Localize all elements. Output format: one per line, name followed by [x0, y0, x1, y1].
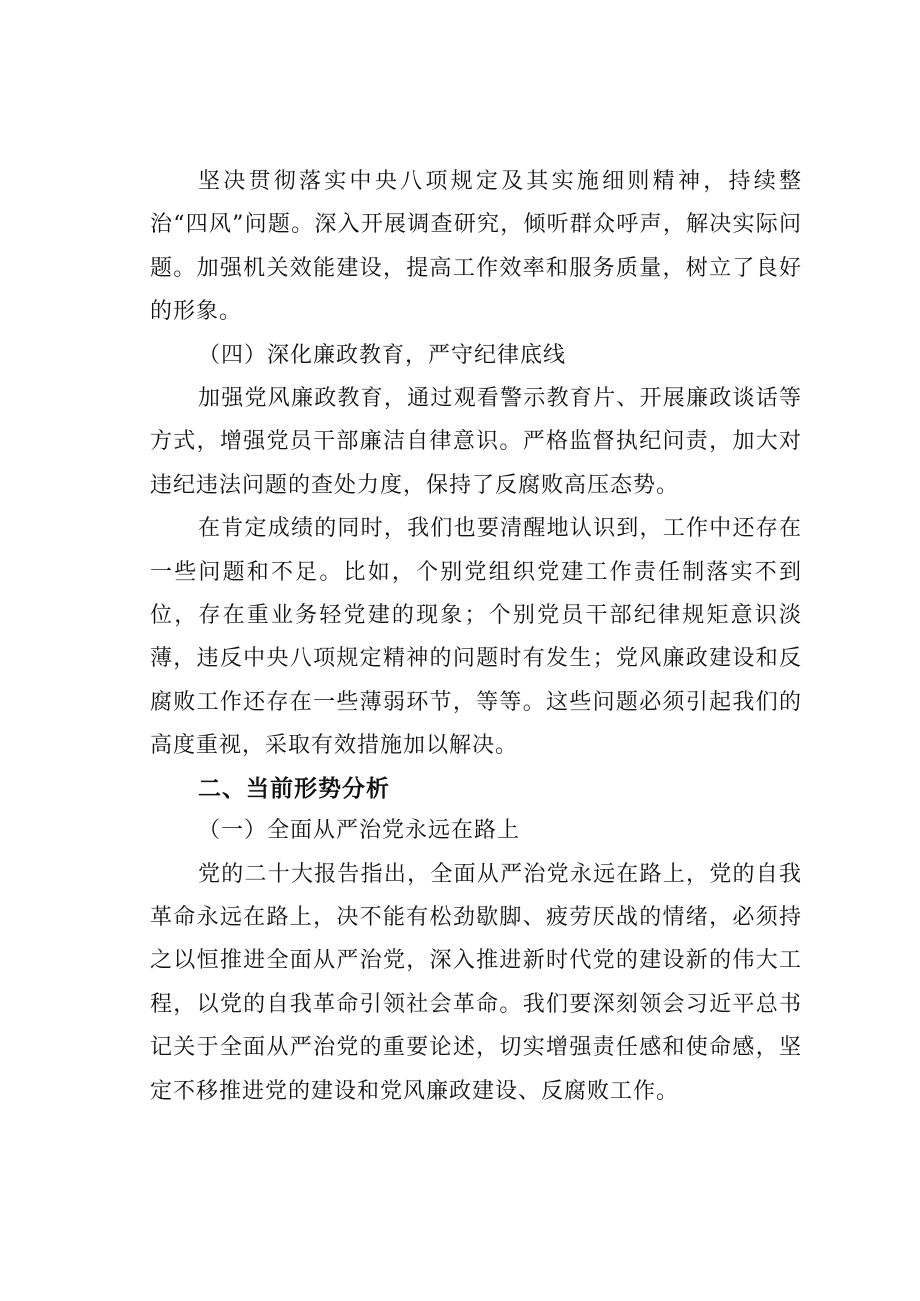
paragraph-problems: 在肯定成绩的同时，我们也要清醒地认识到，工作中还存在一些问题和不足。比如，个别党组织党建工作责任制落实不到位，存在重业务轻党建的现象；个别党员干部纪律规矩意识淡薄，违反中央八项规定精神的问题时有发生；党风廉政建设和反腐败工作还存在一些薄弱环节，等等。这些问题必须引起我们的高度重视，采取有效措施加以解决。	[150, 516, 802, 759]
section-heading-situation: 二、当前形势分析	[198, 775, 390, 802]
subheading-integrity-education: （四）深化廉政教育，严守纪律底线	[198, 342, 567, 368]
subheading-strict-governance: （一）全面从严治党永远在路上	[198, 818, 521, 844]
paragraph-twentieth-congress: 党的二十大报告指出，全面从严治党永远在路上，党的自我革命永远在路上，决不能有松劲歇脚、疲劳厌战的情绪，必须持之以恒推进全面从严治党，深入推进新时代党的建设新的伟大工程，以党的自我革命引领社会革命。我们要深刻领会习近平总书记关于全面从严治党的重要论述，切实增强责任感和使命感，坚定不移推进党的建设和党风廉政建设、反腐败工作。	[150, 861, 802, 1104]
paragraph-integrity-education: 加强党风廉政教育，通过观看警示教育片、开展廉政谈话等方式，增强党员干部廉洁自律意识。严格监督执纪问责，加大对违纪违法问题的查处力度，保持了反腐败高压态势。	[150, 386, 802, 498]
document-page	[150, 160, 802, 1113]
paragraph-four-styles: 坚决贯彻落实中央八项规定及其实施细则精神，持续整治“四风”问题。深入开展调查研究，倾听群众呼声，解决实际问题。加强机关效能建设，提高工作效率和服务质量，树立了良好的形象。	[150, 169, 802, 325]
